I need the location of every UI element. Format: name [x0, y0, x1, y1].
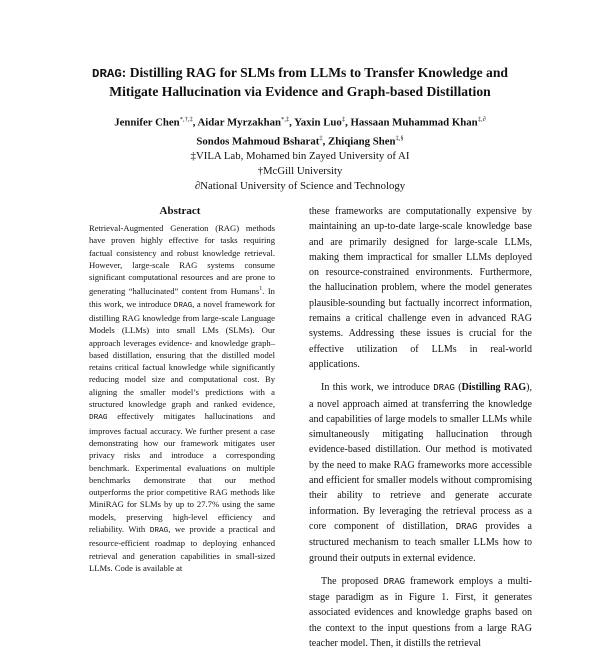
author-6-affiliation-mark: ‡,§ — [395, 134, 404, 142]
framework-name: DRAG — [433, 383, 455, 394]
author-6: Zhiqiang Shen — [328, 135, 396, 148]
framework-name: DRAG — [383, 576, 405, 587]
title-line-1: : Distilling RAG for SLMs from LLMs to Transfer Knowledge and — [121, 65, 508, 80]
author-1: Jennifer Chen — [114, 116, 180, 129]
author-2-affiliation-mark: *,‡ — [280, 116, 290, 123]
framework-name: DRAG — [455, 521, 478, 532]
intro-p2-text-b: ( — [454, 382, 462, 394]
title-framework-name: DRAG — [92, 67, 122, 81]
abstract-text-5: , we provide a practical and resource-efficient roadmap to deploying enhanced retrieval and generation capabilities in small-sized LLMs. Code is available at — [89, 523, 275, 573]
author-5-affiliation-mark: ‡ — [319, 134, 323, 142]
author-3-affiliation-mark: ‡ — [341, 116, 346, 123]
affiliation-1: ‡VILA Lab, Mohamed bin Zayed University of AI — [190, 150, 410, 163]
framework-name: DRAG — [89, 414, 108, 423]
abstract-text-1: Retrieval-Augmented Generation (RAG) methods have proven highly effective for tasks requiring factual consistency and robust knowledge retrieval. However, large-scale RAG systems consume significant computational resources and are prone to generating “hallucinated” content from Humans — [89, 223, 275, 297]
framework-name: DRAG — [149, 526, 169, 535]
affiliation-2: †McGill University — [257, 165, 343, 178]
abstract-text-3: , a novel framework for distilling RAG knowledge from large-scale Language Models (LLMs) into small LMs (SLMs). Our approach leverages evidence- and knowledge graph–based distillation, ensuring that the distilled model retains critical factual knowledge while significantly reducing model size and computational cost. By aligning the smaller model’s predictions with a structured knowledge graph and ranked evidence, — [89, 298, 275, 410]
author-1-affiliation-mark: *,†,‡ — [179, 116, 193, 123]
intro-paragraph-1: these frameworks are computationally expensive by maintaining an up-to-date large-scale knowledge base and are primarily designed for large-scale LLMs, making them impractical for smaller LLMs deployed on resource-constrained environments. Furthermore, the hallucination problem, where the model generates plausible-sounding but factually incorrect information, remains a critical challenge even in advanced RAG systems. Addressing these issues is crucial for the effective utilization of LLMs in real-world applications. — [309, 206, 532, 370]
intro-p2-text-d: provides a structured mechanism to teach smaller LLMs how to ground their outputs in external evidence. — [309, 520, 532, 564]
intro-paragraph-3 — [309, 574, 532, 651]
title-line-2: Mitigate Hallucination via Evidence and Graph-based Distillation — [109, 84, 491, 99]
affiliation-3: ∂National University of Science and Technology — [194, 180, 406, 193]
abstract-body — [89, 222, 275, 574]
author-4: Hassaan Muhammad Khan — [350, 116, 478, 129]
intro-p2-text-c: ), a novel approach aimed at transferring the knowledge and capabilities of large models to smaller LLMs while simultaneously mitigating hallucination through evidence-based distillation. Our method is motivated by the need to make RAG frameworks more accessible and efficient for smaller models without compromising their ability to retrieve and generate accurate information. By leveraging the retrieval process as a core component of distillation, — [309, 382, 532, 532]
author-names: Jennifer Chen*,†,‡, Aidar Myrzakhan*,‡, Yaxin Luo‡, Hassaan Muhammad Khan‡,∂ Sondos Mahmoud Bsharat‡, Zhiqiang Shen‡,§ — [114, 116, 486, 148]
intro-p3-text-b: framework employs a multi-stage paradigm as in Figure 1. First, it generates associated evidences and knowledge graphs based on the context to the input questions from a large RAG teacher model. Then, it distills the retrieval — [309, 575, 532, 650]
author-block — [40, 112, 560, 194]
framework-name: DRAG — [173, 301, 193, 310]
abstract-heading: Abstract — [159, 205, 201, 217]
author-2: Aidar Myrzakhan — [197, 116, 281, 129]
author-3: Yaxin Luo — [294, 116, 342, 129]
introduction-column — [309, 204, 532, 651]
abstract-text-4: effectively mitigates hallucinations and improves factual accuracy. We further present a case demonstrating how our framework mitigates user privacy risks and introduce a corresponding benchmark. Experimental evaluations on multiple benchmarks demonstrate that our method outperforms the prior competitive RAG methods like MiniRAG for SLMs by up to 27.7% using the same models, preserving high-level efficiency and reliability. With — [89, 411, 275, 534]
framework-expansion: Distilling RAG — [461, 382, 527, 394]
intro-p2-text-a: In this work, we introduce — [321, 382, 434, 394]
abstract-text-2: . In this work, we introduce — [89, 286, 275, 309]
paper-title — [40, 64, 560, 100]
author-5: Sondos Mahmoud Bsharat — [196, 135, 320, 148]
footnote-marker: 1 — [259, 286, 263, 293]
intro-paragraph-2 — [309, 380, 532, 566]
author-4-affiliation-mark: ‡,∂ — [477, 116, 486, 123]
intro-p3-text-a: The proposed — [321, 575, 384, 587]
